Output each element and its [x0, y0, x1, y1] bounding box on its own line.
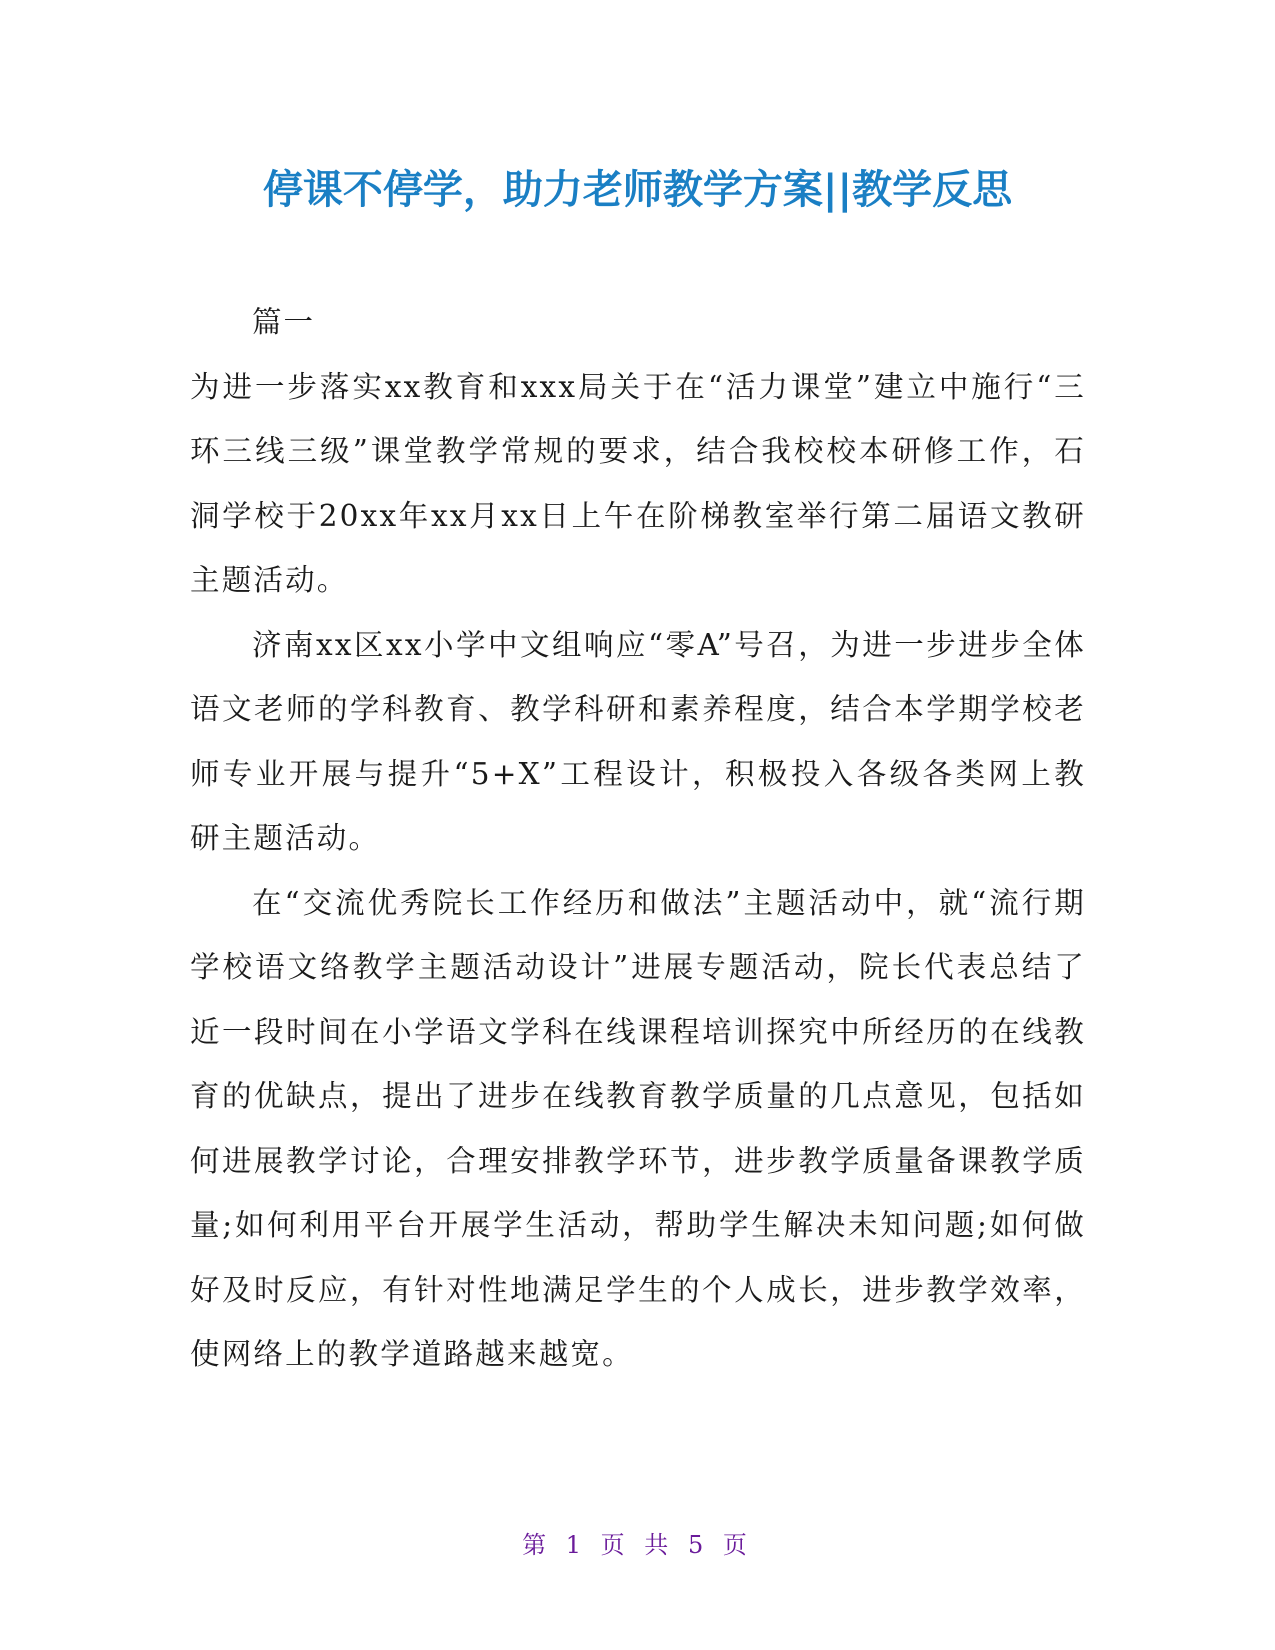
- document-body: [190, 290, 1086, 1387]
- paragraph-3: 在“交流优秀院长工作经历和做法”主题活动中，就“流行期学校语文络教学主题活动设计”进展专题活动，院长代表总结了近一段时间在小学语文学科在线课程培训探究中所经历的在线教育的优缺点，提出了进步在线教育教学质量的几点意见，包括如何进展教学讨论，合理安排教学环节，进步教学质量备课教学质量;如何利用平台开展学生活动，帮助学生解决未知问题;如何做好及时反应，有针对性地满足学生的个人成长，进步教学效率，使网络上的教学道路越来越宽。: [190, 885, 1086, 1371]
- page-footer: 第 1 页 共 5 页: [522, 1531, 753, 1559]
- document-title: 停课不停学，助力老师教学方案||教学反思: [262, 167, 1013, 213]
- paragraph-1: 为进一步落实xx教育和xxx局关于在“活力课堂”建立中施行“三环三线三级”课堂教学常规的要求，结合我校校本研修工作，石洞学校于20xx年xx月xx日上午在阶梯教室举行第二届语文教研主题活动。: [190, 369, 1086, 597]
- paragraph-2: 济南xx区xx小学中文组响应“零A”号召，为进一步进步全体语文老师的学科教育、教学科研和素养程度，结合本学期学校老师专业开展与提升“5+X”工程设计，积极投入各级各类网上教研主题活动。: [190, 627, 1086, 855]
- section-heading: 篇一: [252, 305, 316, 339]
